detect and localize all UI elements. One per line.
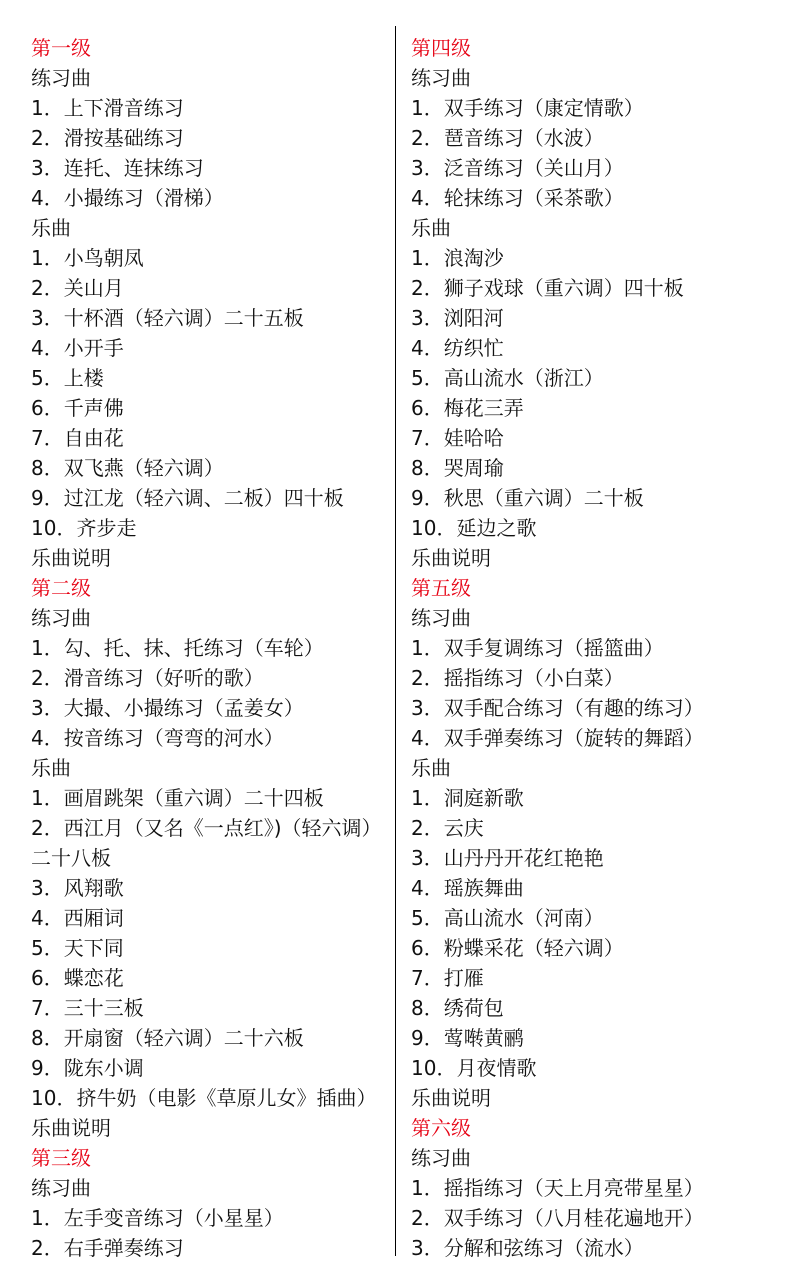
list-item: 7．打雁 — [411, 966, 484, 990]
list-item: 7．三十三板 — [31, 996, 144, 1020]
level-heading: 第二级 — [31, 576, 91, 600]
list-item: 9．过江龙（轻六调、二板）四十板 — [31, 486, 344, 510]
list-item: 乐曲 — [411, 756, 451, 780]
list-item: 9．陇东小调 — [31, 1056, 144, 1080]
list-item: 3．十杯酒（轻六调）二十五板 — [31, 306, 304, 330]
list-item: 练习曲 — [411, 1146, 471, 1170]
list-item: 1．勾、托、抹、托练习（车轮） — [31, 636, 324, 660]
level-heading: 第四级 — [411, 36, 471, 60]
list-item: 6．蝶恋花 — [31, 966, 124, 990]
list-item: 4．轮抹练习（采茶歌） — [411, 186, 624, 210]
list-item: 1．洞庭新歌 — [411, 786, 524, 810]
list-item: 2．狮子戏球（重六调）四十板 — [411, 276, 684, 300]
list-item: 1．浪淘沙 — [411, 246, 504, 270]
list-item: 乐曲 — [411, 216, 451, 240]
list-item: 2．关山月 — [31, 276, 124, 300]
list-item: 2．滑音练习（好听的歌） — [31, 666, 264, 690]
list-item: 7．娃哈哈 — [411, 426, 504, 450]
list-item: 2．滑按基础练习 — [31, 126, 184, 150]
list-item: 8．双飞燕（轻六调） — [31, 456, 224, 480]
list-item: 1．上下滑音练习 — [31, 96, 184, 120]
list-item: 4．小开手 — [31, 336, 124, 360]
list-item: 二十八板 — [31, 846, 111, 870]
list-item: 3．风翔歌 — [31, 876, 124, 900]
list-item: 4．小撮练习（滑梯） — [31, 186, 224, 210]
list-item: 3．泛音练习（关山月） — [411, 156, 624, 180]
list-item: 6．梅花三弄 — [411, 396, 524, 420]
list-item: 1．双手复调练习（摇篮曲） — [411, 636, 664, 660]
list-item: 乐曲 — [31, 756, 71, 780]
list-item: 练习曲 — [31, 66, 91, 90]
list-item: 2．摇指练习（小白菜） — [411, 666, 624, 690]
list-item: 3．大撮、小撮练习（孟姜女） — [31, 696, 304, 720]
list-item: 10．月夜情歌 — [411, 1056, 537, 1080]
list-item: 乐曲 — [31, 216, 71, 240]
list-item: 3．连托、连抹练习 — [31, 156, 204, 180]
list-item: 2．西江月（又名《一点红》)（轻六调） — [31, 816, 382, 840]
list-item: 5．高山流水（浙江） — [411, 366, 604, 390]
list-item: 4．按音练习（弯弯的河水） — [31, 726, 284, 750]
list-item: 3．分解和弦练习（流水） — [411, 1236, 644, 1260]
list-item: 10．延边之歌 — [411, 516, 537, 540]
list-item: 4．西厢词 — [31, 906, 124, 930]
list-item: 6．粉蝶采花（轻六调） — [411, 936, 624, 960]
list-item: 3．山丹丹开花红艳艳 — [411, 846, 604, 870]
level-heading: 第五级 — [411, 576, 471, 600]
list-item: 乐曲说明 — [31, 1116, 111, 1140]
list-item: 9．莺啭黄鹂 — [411, 1026, 524, 1050]
list-item: 1．左手变音练习（小星星） — [31, 1206, 284, 1230]
list-item: 4．瑶族舞曲 — [411, 876, 524, 900]
list-item: 1．小鸟朝凤 — [31, 246, 144, 270]
list-item: 1．摇指练习（天上月亮带星星） — [411, 1176, 704, 1200]
level-heading: 第一级 — [31, 36, 91, 60]
list-item: 8．绣荷包 — [411, 996, 504, 1020]
list-item: 3．浏阳河 — [411, 306, 504, 330]
list-item: 4．双手弹奏练习（旋转的舞蹈） — [411, 726, 704, 750]
list-item: 练习曲 — [31, 606, 91, 630]
list-item: 10．挤牛奶（电影《草原儿女》插曲） — [31, 1086, 377, 1110]
list-item: 练习曲 — [411, 606, 471, 630]
left-column — [31, 33, 391, 1263]
list-item: 10．齐步走 — [31, 516, 137, 540]
list-item: 乐曲说明 — [31, 546, 111, 570]
list-item: 1．画眉跳架（重六调）二十四板 — [31, 786, 324, 810]
list-item: 2．双手练习（八月桂花遍地开） — [411, 1206, 704, 1230]
list-item: 5．天下同 — [31, 936, 124, 960]
list-item: 2．琶音练习（水波） — [411, 126, 604, 150]
list-item: 乐曲说明 — [411, 1086, 491, 1110]
list-item: 1．双手练习（康定情歌） — [411, 96, 644, 120]
list-item: 8．开扇窗（轻六调）二十六板 — [31, 1026, 304, 1050]
list-item: 4．纺织忙 — [411, 336, 504, 360]
right-column — [411, 33, 786, 1263]
list-item: 3．双手配合练习（有趣的练习） — [411, 696, 704, 720]
list-item: 练习曲 — [31, 1176, 91, 1200]
level-heading: 第六级 — [411, 1116, 471, 1140]
list-item: 6．千声佛 — [31, 396, 124, 420]
list-item: 5．上楼 — [31, 366, 104, 390]
list-item: 8．哭周瑜 — [411, 456, 504, 480]
list-item: 9．秋思（重六调）二十板 — [411, 486, 644, 510]
list-item: 7．自由花 — [31, 426, 124, 450]
level-heading: 第三级 — [31, 1146, 91, 1170]
list-item: 乐曲说明 — [411, 546, 491, 570]
list-item: 5．高山流水（河南） — [411, 906, 604, 930]
list-item: 2．云庆 — [411, 816, 484, 840]
column-divider — [395, 26, 396, 1256]
list-item: 练习曲 — [411, 66, 471, 90]
list-item: 2．右手弹奏练习 — [31, 1236, 184, 1260]
